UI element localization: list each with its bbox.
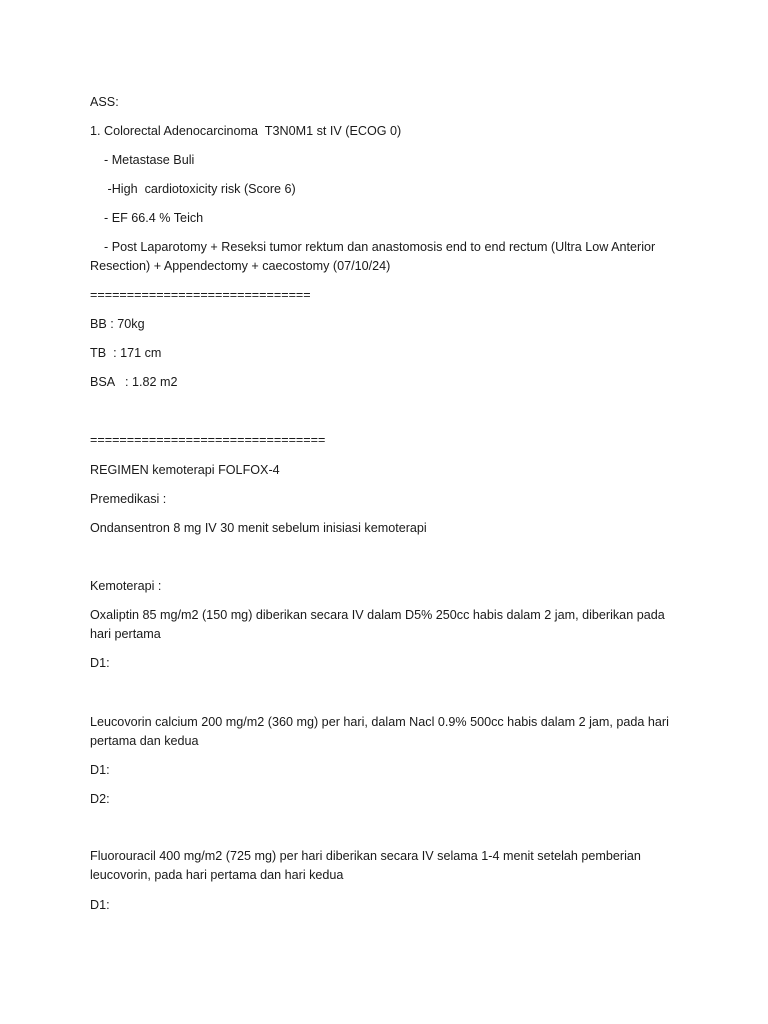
- leucovorin-instruction: Leucovorin calcium 200 mg/m2 (360 mg) per hari, dalam Nacl 0.9% 500cc habis dalam 2 jam, pada hari pertama dan kedua: [90, 715, 673, 748]
- diagnosis-ejection-fraction: - EF 66.4 % Teich: [90, 211, 204, 225]
- assessment-heading: ASS:: [90, 95, 119, 109]
- fluorouracil-day-1: D1:: [90, 898, 110, 912]
- separator-line: ================================: [90, 433, 326, 447]
- body-surface-area: BSA : 1.82 m2: [90, 375, 178, 389]
- body-weight: BB : 70kg: [90, 317, 145, 331]
- premedication-heading: Premedikasi :: [90, 492, 167, 506]
- diagnosis-surgery: - Post Laparotomy + Reseksi tumor rektum dan anastomosis end to end rectum (Ultra Low Anterior Resection) + Appendectomy + caecostomy (07/10/24): [90, 240, 659, 273]
- oxaliplatin-day-1: D1:: [90, 656, 110, 670]
- oxaliplatin-instruction: Oxaliptin 85 mg/m2 (150 mg) diberikan secara IV dalam D5% 250cc habis dalam 2 jam, diberikan pada hari pertama: [90, 608, 669, 641]
- fluorouracil-instruction: Fluorouracil 400 mg/m2 (725 mg) per hari diberikan secara IV selama 1-4 menit setelah pemberian leucovorin, pada hari pertama dan hari kedua: [90, 849, 645, 882]
- regimen-title: REGIMEN kemoterapi FOLFOX-4: [90, 463, 280, 477]
- diagnosis-primary: 1. Colorectal Adenocarcinoma T3N0M1 st IV (ECOG 0): [90, 124, 402, 138]
- chemotherapy-heading: Kemoterapi :: [90, 579, 162, 593]
- separator-line: ==============================: [90, 288, 311, 302]
- leucovorin-day-2: D2:: [90, 792, 110, 806]
- diagnosis-cardiotoxicity: -High cardiotoxicity risk (Score 6): [90, 182, 296, 196]
- premedication-item: Ondansentron 8 mg IV 30 menit sebelum inisiasi kemoterapi: [90, 521, 427, 535]
- body-height: TB : 171 cm: [90, 346, 162, 360]
- leucovorin-day-1: D1:: [90, 763, 110, 777]
- diagnosis-metastasis: - Metastase Buli: [90, 153, 195, 167]
